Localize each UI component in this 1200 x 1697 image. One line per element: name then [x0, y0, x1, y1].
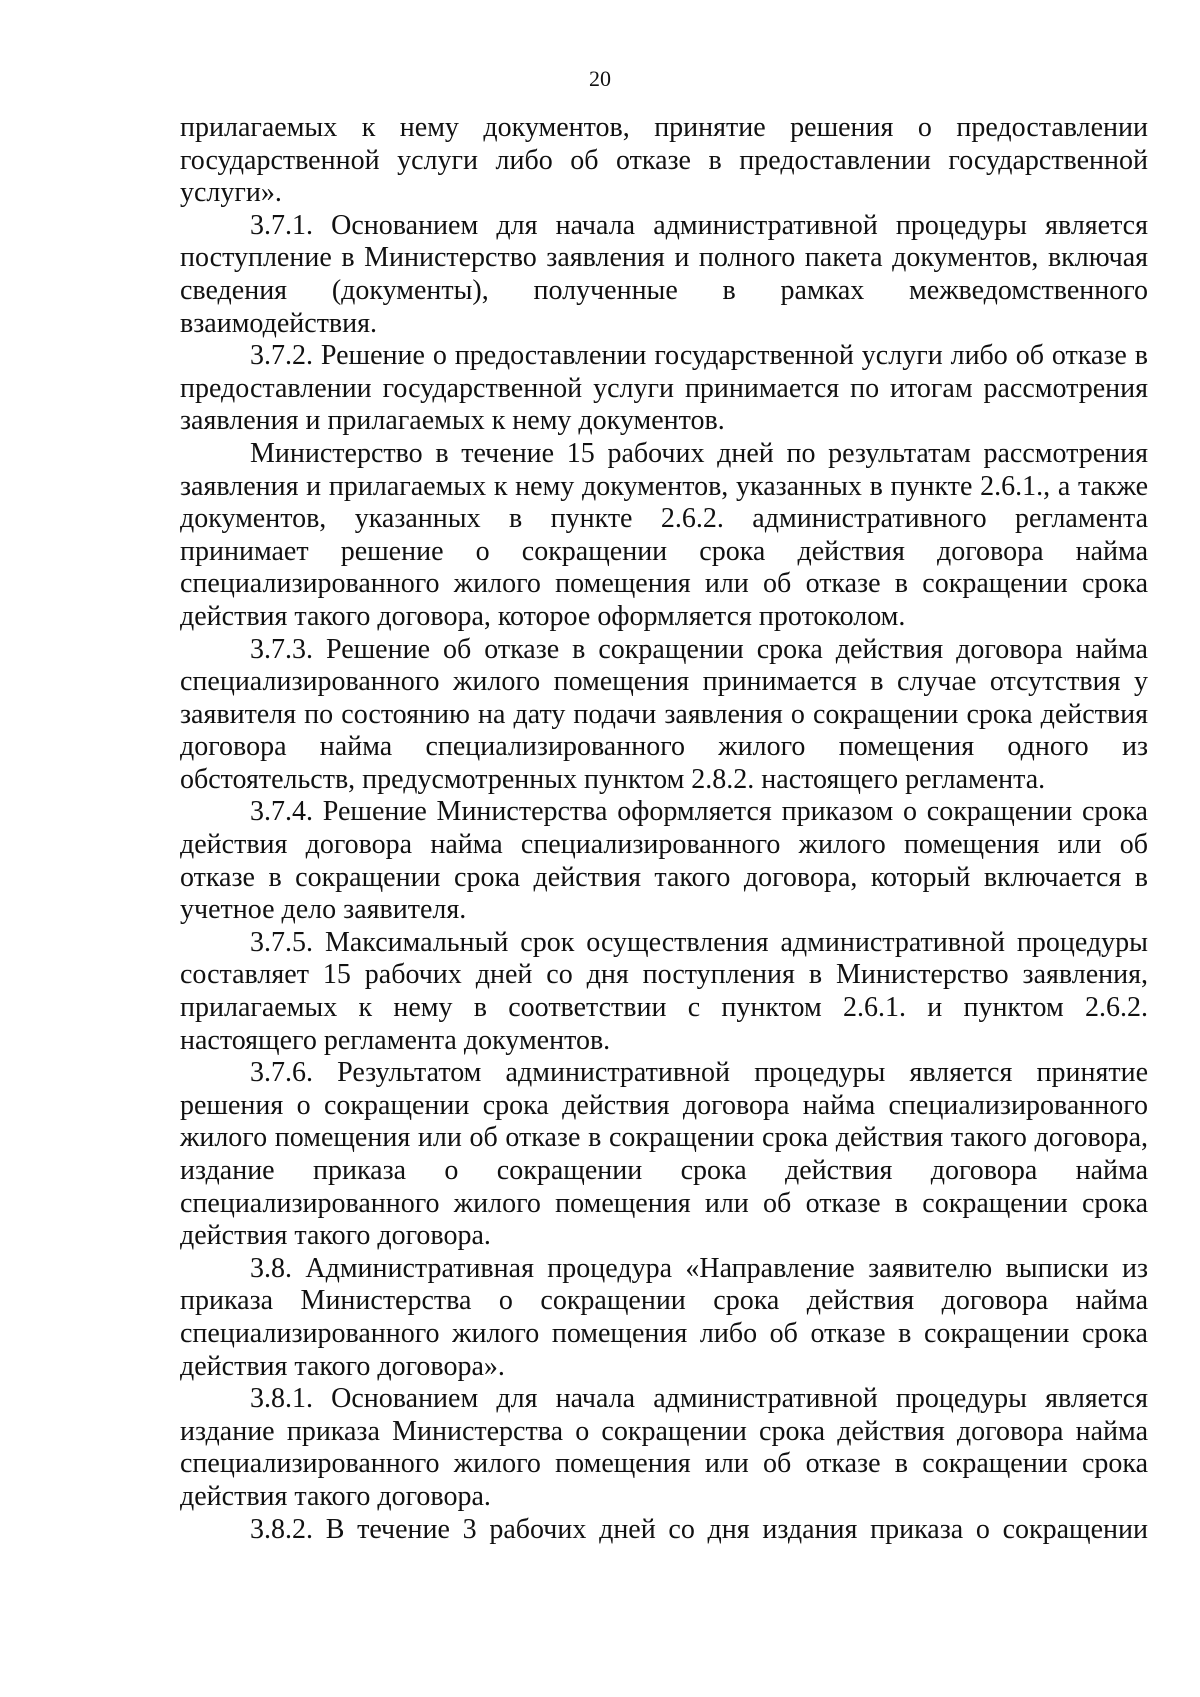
paragraph-3-8: 3.8. Административная процедура «Направление заявителю выписки из приказа Министерства о сокращении срока действия договора найма специализированного жилого помещения либо об отказе в сокращении срока действия такого договора».	[180, 1252, 1148, 1382]
paragraph-continuation: прилагаемых к нему документов, принятие решения о предоставлении государственной услуги либо об отказе в предоставлении государственной услуги».	[180, 112, 1148, 209]
paragraph-3-7-2: 3.7.2. Решение о предоставлении государственной услуги либо об отказе в предоставлении государственной услуги принимается по итогам рассмотрения заявления и прилагаемых к нему документов.	[180, 340, 1148, 437]
paragraph-3-7-6: 3.7.6. Результатом административной процедуры является принятие решения о сокращении срока действия договора найма специализированного жилого помещения или об отказе в сокращении срока действия такого договора, издание приказа о сокращении срока действия договора найма специализированного жилого помещения или об отказе в сокращении срока действия такого договора.	[180, 1057, 1148, 1252]
paragraph-3-8-1: 3.8.1. Основанием для начала административной процедуры является издание приказа Министерства о сокращении срока действия договора найма специализированного жилого помещения или об отказе в сокращении срока действия такого договора.	[180, 1383, 1148, 1512]
paragraph-3-8-2: 3.8.2. В течение 3 рабочих дней со дня издания приказа о сокращении	[250, 1513, 1148, 1545]
document-body	[180, 112, 1148, 1546]
paragraph-3-7-1: 3.7.1. Основанием для начала административной процедуры является поступление в Министерство заявления и полного пакета документов, включая сведения (документы), полученные в рамках межведомственного взаимодействия.	[180, 209, 1148, 339]
paragraph-3-7-3: 3.7.3. Решение об отказе в сокращении срока действия договора найма специализированного жилого помещения принимается в случае отсутствия у заявителя по состоянию на дату подачи заявления о сокращении срока действия договора найма специализированного жилого помещения одного из обстоятельств, предусмотренных пунктом 2.8.2. настоящего регламента.	[180, 633, 1148, 795]
page-number: 20	[589, 66, 611, 91]
paragraph-3-7-4: 3.7.4. Решение Министерства оформляется приказом о сокращении срока действия договора найма специализированного жилого помещения или об отказе в сокращении срока действия такого договора, который включается в учетное дело заявителя.	[180, 796, 1148, 926]
paragraph-ministry-decision: Министерство в течение 15 рабочих дней по результатам рассмотрения заявления и прилагаемых к нему документов, указанных в пункте 2.6.1., а также документов, указанных в пункте 2.6.2. административного регламента принимает решение о сокращении срока действия договора найма специализированного жилого помещения или об отказе в сокращении срока действия такого договора, которое оформляется протоколом.	[180, 437, 1148, 632]
paragraph-3-7-5: 3.7.5. Максимальный срок осуществления административной процедуры составляет 15 рабочих дней со дня поступления в Министерство заявления, прилагаемых к нему в соответствии с пунктом 2.6.1. и пунктом 2.6.2. настоящего регламента документов.	[180, 926, 1148, 1056]
